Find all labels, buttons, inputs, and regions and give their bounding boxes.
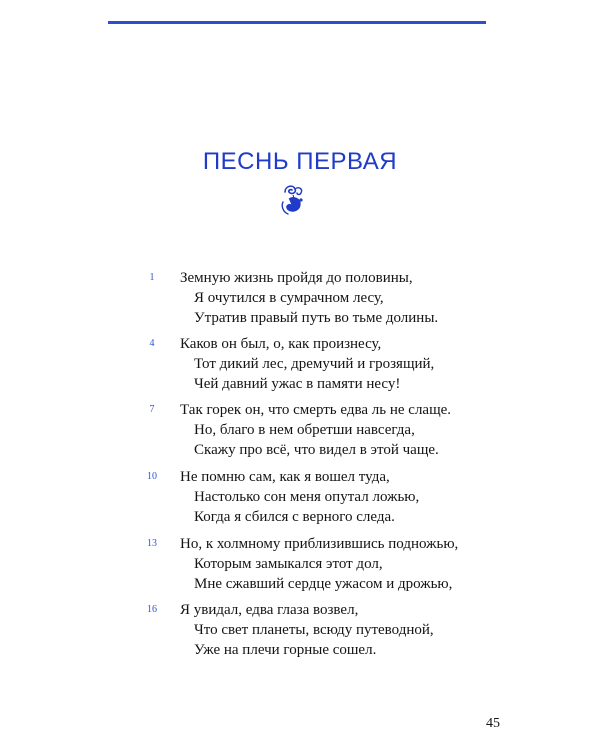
verse-line: Скажу про всё, что видел в этой чаще. [194,442,439,458]
verse-line: Уже на плечи горные сошел. [194,642,377,658]
verse-line: Чей давний ужас в памяти несу! [194,376,401,392]
verse-line: Земную жизнь пройдя до половины, [180,270,413,286]
verse-line: Когда я сбился с верного следа. [194,509,395,525]
line-number: 13 [147,538,157,549]
line-number: 10 [147,471,157,482]
verse-line: Я очутился в сумрачном лесу, [194,290,384,306]
line-number: 16 [147,604,157,615]
verse-line: Но, благо в нем обретши навсегда, [194,422,415,438]
verse-line: Что свет планеты, всюду путеводной, [194,622,434,638]
verse-line: Я увидал, едва глаза возвел, [180,602,359,618]
verse-line: Так горек он, что смерть едва ль не слаще. [180,402,452,418]
header-rule [108,21,486,24]
verse-line: Настолько сон меня опутал ложью, [194,489,420,505]
verse-line: Тот дикий лес, дремучий и грозящий, [194,356,435,372]
verse-line: Но, к холмному приблизившись подножью, [180,536,459,552]
verse-line: Не помню сам, как я вошел туда, [180,469,390,485]
page-number: 45 [486,716,500,731]
verse-line: Которым замыкался этот дол, [194,556,383,572]
line-number: 4 [149,338,155,349]
flourish-ornament-icon [279,182,305,216]
verse-line: Мне сжавший сердце ужасом и дрожью, [194,576,453,592]
verse-line: Утратив правый путь во тьме долины. [194,310,439,326]
verse-line: Каков он был, о, как произнесу, [180,336,382,352]
line-number: 7 [149,404,155,415]
line-number: 1 [149,272,155,283]
chapter-title: ПЕСНЬ ПЕРВАЯ [202,148,398,175]
